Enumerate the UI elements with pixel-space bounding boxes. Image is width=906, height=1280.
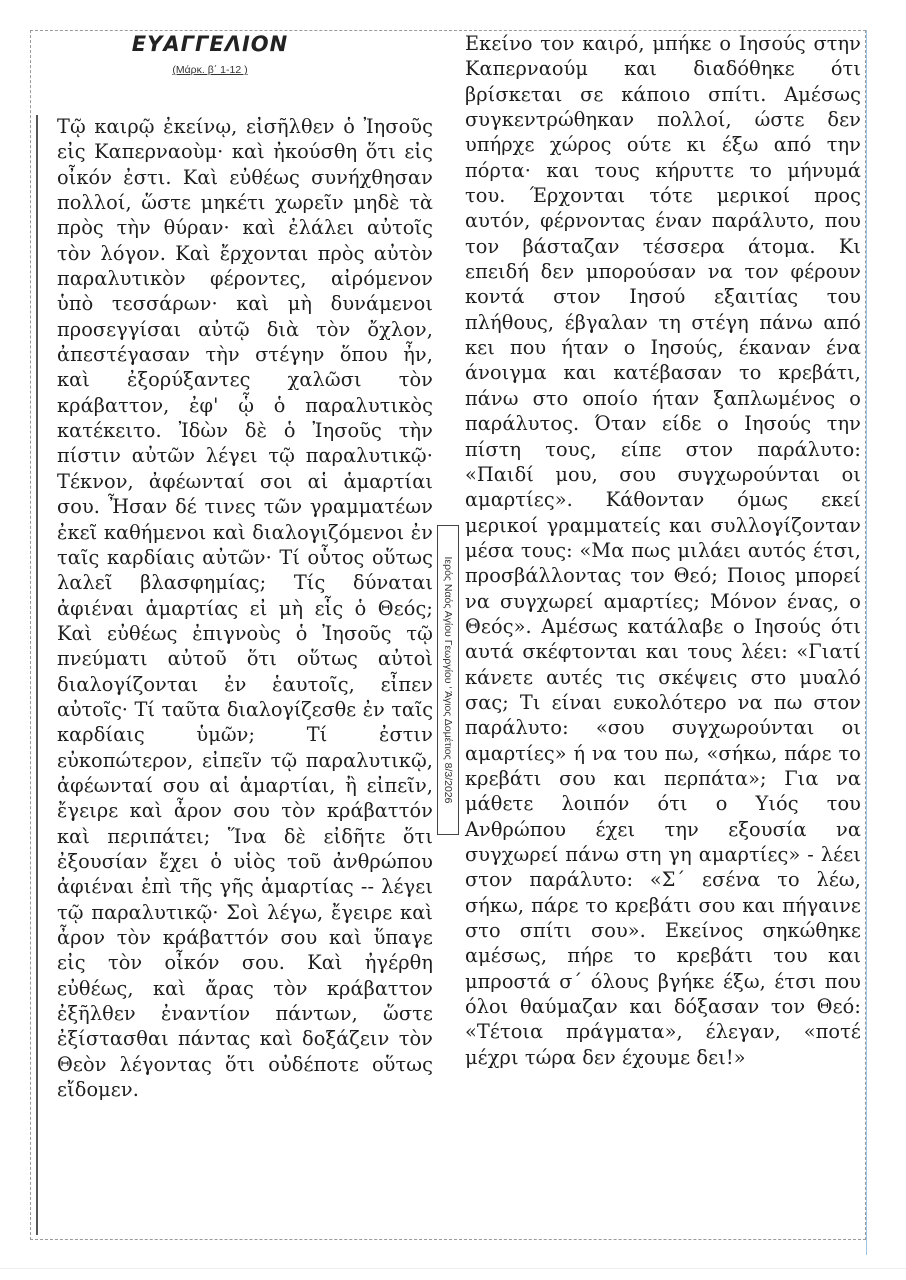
text-line: ταῖς καρδίαις αὐτῶν· Τί οὗτος οὕτως xyxy=(57,545,433,569)
text-line: παράλυτος. Όταν είδε ο Ιησούς την xyxy=(465,412,861,436)
text-line: αὐτοῖς· Τί ταῦτα διαλογίζεσθε ἐν ταῖς xyxy=(57,697,433,721)
text-line: ἆρον τὸν κράβαττόν σου καὶ ὕπαγε xyxy=(57,926,433,949)
column-edge-line xyxy=(866,30,867,1255)
text-line: Καὶ εὐθέως ἐπιγνοὺς ὁ Ἰησοῦς τῷ xyxy=(57,621,433,645)
text-line: Τέκνον, ἀφέωνταί σοι αἱ ἁμαρτίαι xyxy=(57,469,433,493)
text-line: Θεός». Αμέσως κατάλαβε ο Ιησούς ότι xyxy=(465,614,861,638)
text-line: του. Έρχονται τότε μερικοί προς xyxy=(465,184,861,208)
text-line: ἀφιέναι ἁμαρτίας εἰ μὴ εἷς ὁ Θεός; xyxy=(57,596,433,620)
text-line: μέχρι τώρα δεν έχουμε δει!» xyxy=(465,1045,746,1069)
text-line: πολλοί, ὥστε μηκέτι χωρεῖν μηδὲ τὰ xyxy=(57,191,433,215)
text-line: Καπερναούμ και διαδόθηκε ότι xyxy=(465,57,861,81)
text-line: καὶ ἐξορύξαντες χαλῶσι τὸν xyxy=(57,368,433,392)
text-line: εὐθέως, καὶ ἄρας τὸν κράβαττον xyxy=(57,976,433,1000)
text-line: συγχωρεί πάνω στη γη αμαρτίες» - λέει xyxy=(465,843,861,866)
text-line: διαλογίζονται ἐν ἑαυτοῖς, εἶπεν xyxy=(57,672,433,696)
text-line: μάθετε λοιπόν ότι ο Υιός του xyxy=(465,792,861,816)
text-line: υπήρχε χώρος ούτε κι έξω από την xyxy=(465,133,861,157)
text-line: κάνετε αυτές τις σκέψεις στο μυαλό xyxy=(465,665,861,689)
text-line: πλήθους, έβγαλαν τη στέγη πάνω από xyxy=(465,310,861,334)
text-line: πάνω στο οποίο ήταν ξαπλωμένος ο xyxy=(465,386,861,410)
page-bottom-edge xyxy=(0,1268,906,1269)
text-line: εἰς τὸν οἶκόν σου. Καὶ ἠγέρθη xyxy=(57,951,433,975)
text-line: ἐξουσίαν ἔχει ὁ υἱὸς τοῦ ἀνθρώπου xyxy=(57,849,433,873)
text-line: στο σπίτι σου». Εκείνος σηκώθηκε xyxy=(465,919,861,943)
text-line: οἶκόν ἐστι. Καὶ εὐθέως συνήχθησαν xyxy=(57,165,433,189)
text-line: σήκω, πάρε το κρεβάτι σου και πήγαινε xyxy=(465,893,861,917)
text-line: ἐξίστασθαι πάντας καὶ δοξάζειν τὸν xyxy=(57,1027,433,1051)
text-line: εὐκοπώτερον, εἰπεῖν τῷ παραλυτικῷ, xyxy=(57,748,433,772)
text-line: βρίσκεται σε κάποιο σπίτι. Αμέσως xyxy=(465,82,861,106)
text-line: Θεὸν λέγοντας ὅτι οὐδέποτε οὕτως xyxy=(57,1052,433,1076)
text-line: πίστιν αὐτῶν λέγει τῷ παραλυτικῷ· xyxy=(57,444,433,468)
text-line: αμαρτίες». Κάθονταν όμως εκεί xyxy=(465,488,861,512)
text-line: συγκεντρώθηκαν πολλοί, ώστε δεν xyxy=(465,108,861,132)
text-line: κράβαττον, ἐφ' ᾧ ὁ παραλυτικὸς xyxy=(57,393,433,417)
text-line: ἀφέωνταί σου αἱ ἁμαρτίαι, ἢ εἰπεῖν, xyxy=(57,773,433,797)
text-line: αμέσως, πήρε το κρεβάτι του και xyxy=(465,944,861,968)
text-line: καρδίαις ὑμῶν; Τί ἐστιν xyxy=(57,723,433,747)
text-line: παράλυτο: «σου συγχωρούνται οι xyxy=(465,716,861,740)
text-line: αμαρτίες» ή να του πω, «σήκω, πάρε το xyxy=(465,741,861,765)
text-line: καὶ περιπάτει; Ἵνα δὲ εἰδῆτε ὅτι xyxy=(57,824,433,848)
text-line: τῷ παραλυτικῷ· Σοὶ λέγω, ἔγειρε καὶ xyxy=(57,900,433,924)
text-line: αυτά σκέφτονται και τους λέει: «Γιατί xyxy=(465,640,861,664)
text-line: όλοι θαύμαζαν και δόξασαν τον Θεό: xyxy=(465,995,861,1019)
text-line: Ανθρώπου έχει την εξουσία να xyxy=(465,817,861,841)
text-line: ἀπεστέγασαν τὴν στέγην ὅπου ἦν, xyxy=(57,343,433,367)
modern-greek-text xyxy=(465,31,861,1070)
scripture-reference: (Μάρκ. β΄ 1-12 ) xyxy=(172,64,248,76)
text-line: άνοιγμα και κατέβασαν το κρεβάτι, xyxy=(465,361,861,385)
text-line: Τῷ καιρῷ ἐκείνῳ, εἰσῆλθεν ὁ Ἰησοῦς xyxy=(57,115,433,138)
text-line: στον παράλυτο: «Σ΄ εσένα το λέω, xyxy=(465,868,861,892)
text-line: αυτόν, φέρνοντας έναν παράλυτο, που xyxy=(465,209,861,233)
page-title: ΕΥΑΓΓΕΛΙΟΝ xyxy=(131,32,289,56)
text-line: λαλεῖ βλασφημίας; Τίς δύναται xyxy=(57,571,433,595)
text-line: επειδή δεν μπορούσαν να τον φέρουν xyxy=(465,260,861,284)
text-line: πρὸς τὴν θύραν· καὶ ἐλάλει αὐτοῖς xyxy=(57,216,433,240)
text-line: κει που ήταν ο Ιησούς, έκαναν ένα xyxy=(465,336,861,360)
text-line: ἐκεῖ καθήμενοι καὶ διαλογιζόμενοι ἐν xyxy=(57,520,433,544)
text-line: κοντά στον Ιησού εξαιτίας του xyxy=(465,285,861,309)
ancient-greek-text xyxy=(57,114,433,1102)
text-line: εἴδομεν. xyxy=(57,1078,139,1102)
text-line: κρεβάτι σου και περπάτα»; Για να xyxy=(465,766,861,790)
text-line: προσβάλλοντας τον Θεό; Ποιος μπορεί xyxy=(465,564,861,588)
text-line: πνεύματι αὐτοῦ ὅτι οὕτως αὐτοὶ xyxy=(57,647,433,671)
side-label: Ιερός Ναός Αγίου Γεωργίου ‘ Άγιος Δομέτιος 8/3/2026 xyxy=(442,556,454,804)
text-line: τὸν λόγον. Καὶ ἔρχονται πρὸς αὐτὸν xyxy=(57,241,433,265)
text-line: πόρτα· και τους κήρυττε το μήνυμά xyxy=(465,158,861,182)
text-line: μέσα τους: «Μα πως μιλάει αυτός έτσι, xyxy=(465,538,861,562)
left-column-rule xyxy=(36,115,38,1235)
text-line: ἐξῆλθεν ἐναντίον πάντων, ὥστε xyxy=(57,1002,433,1026)
text-line: ἔγειρε καὶ ἆρον σου τὸν κράβαττόν xyxy=(57,799,433,823)
text-line: κατέκειτο. Ἰδὼν δὲ ὁ Ἰησοῦς τὴν xyxy=(57,419,433,443)
text-line: προσεγγίσαι αὐτῷ διὰ τὸν ὄχλον, xyxy=(57,317,433,341)
text-line: Εκείνο τον καιρό, μπήκε ο Ιησούς στην xyxy=(465,32,861,55)
text-line: ὑπὸ τεσσάρων· καὶ μὴ δυνάμενοι xyxy=(57,292,433,316)
text-line: «Παιδί μου, σου συγχωρούνται οι xyxy=(465,462,861,486)
text-line: μπροστά σ΄ όλους βγήκε έξω, έτσι που xyxy=(465,969,861,993)
text-line: παραλυτικὸν φέροντες, αἰρόμενον xyxy=(57,267,433,291)
text-line: σου. Ἦσαν δέ τινες τῶν γραμματέων xyxy=(57,495,433,519)
text-line: σας; Τι είναι ευκολότερο να πω στον xyxy=(465,690,861,714)
text-line: τον βάσταζαν τέσσερα άτομα. Κι xyxy=(465,234,861,258)
text-line: εἰς Καπερναοὺμ· καὶ ἠκούσθη ὅτι εἰς xyxy=(57,140,433,164)
text-line: μερικοί γραμματείς και συλλογίζονταν xyxy=(465,513,861,537)
text-line: να συγχωρεί αμαρτίες; Μόνον ένας, ο xyxy=(465,589,861,613)
text-line: πίστη τους, είπε στον παράλυτο: xyxy=(465,437,861,461)
text-line: ἀφιέναι ἐπὶ τῆς γῆς ἁμαρτίας -- λέγει xyxy=(57,875,433,899)
text-line: «Τέτοια πράγματα», έλεγαν, «ποτέ xyxy=(465,1020,861,1044)
